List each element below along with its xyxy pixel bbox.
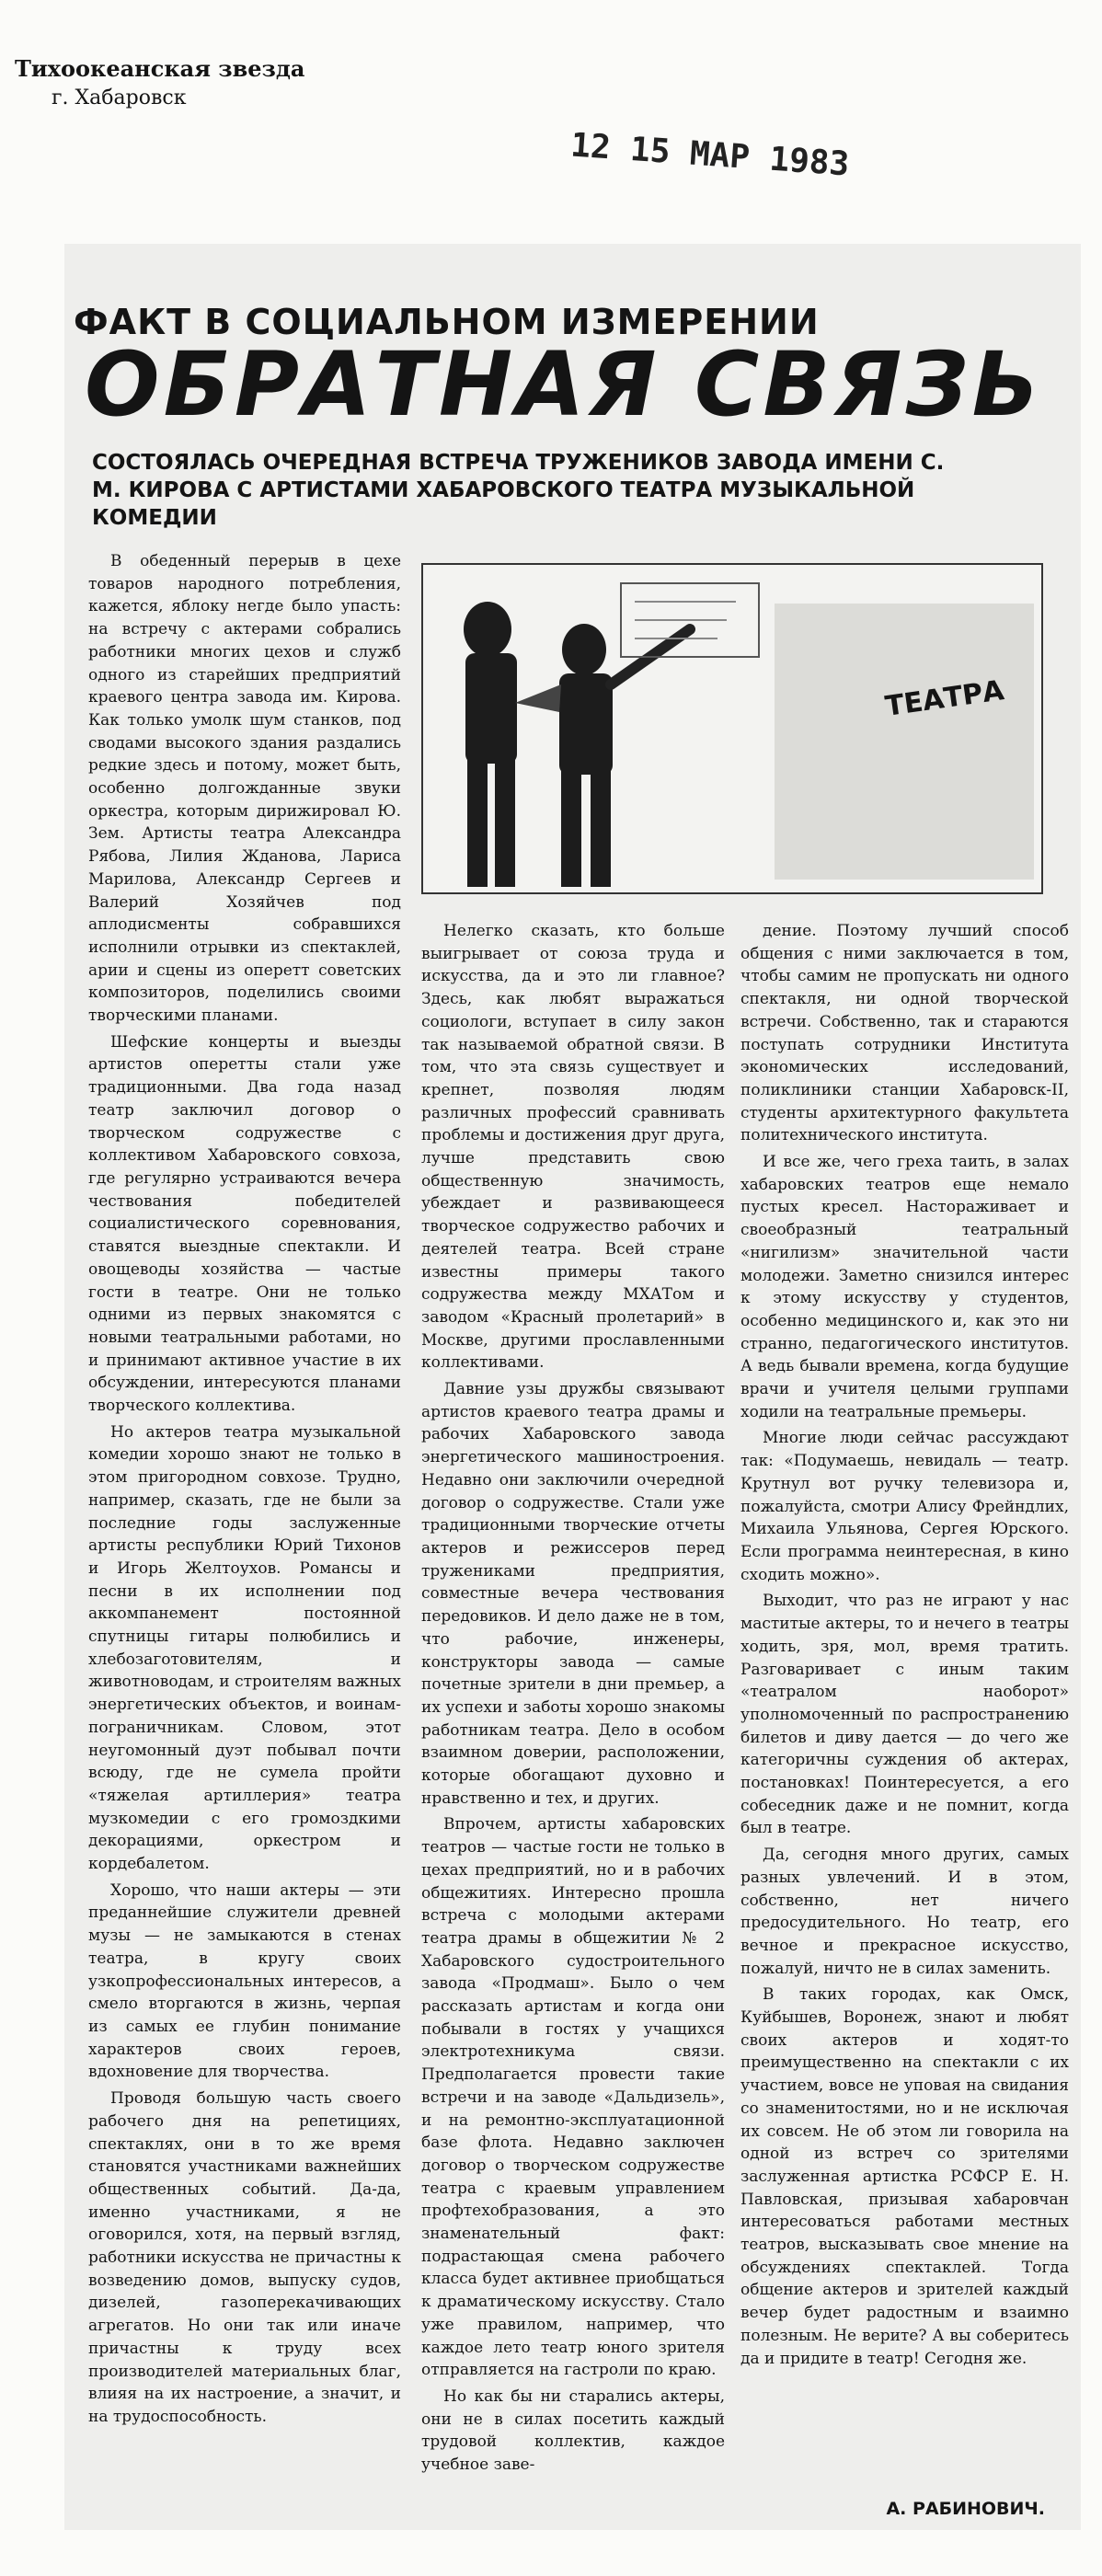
- paragraph: Хорошо, что наши актеры — эти преданнейшие служители древней музы — не замыкаются в стенах театра, в кругу своих узкопрофессиональных интересов, а смело вторгаются в жизнь, черпая из самых ее глубин понимание характеров своих героев, вдохновение для творчества.: [88, 1880, 401, 2082]
- paragraph: Выходит, что раз не играют у нас маститые актеры, то и нечего в театры ходить, зря, мол, время тратить. Разговаривает с иным таким «театралом наоборот» уполномоченный по распространению билетов и диву дается — до чего же категоричны суждения об актерах, постановках! Поинтересуется, а его собеседник даже и не помнит, когда был в театре.: [740, 1592, 1069, 1838]
- paragraph: Шефские концерты и выезды артистов оперетты стали уже традиционными. Два года назад театр заключил договор о творческом содружестве с коллективом Хабаровского совхоза, где регулярно устраиваются вечера чествования победителей социалистического соревнования, ставятся выездные спектакли. И овощеводы хозяйства — частые гости в театре. Они не только одними из первых знакомятся с новыми театральными работами, но и принимают активное участие в их обсуждении, интересуются планами творческого коллектива.: [88, 1032, 401, 1416]
- article-rubric: ФАКТ В СОЦИАЛЬНОМ ИЗМЕРЕНИИ: [74, 302, 820, 342]
- author-signature: А. РАБИНОВИЧ.: [886, 2499, 1045, 2519]
- article-column-1: [88, 550, 401, 2519]
- paragraph: В таких городах, как Омск, Куйбышев, Воронеж, знают и любят своих актеров и ходят-то преимущественно на спектакли с их участием, вовсе не уповая на свидания со знаменитостями, но и не исключая их совсем. Не об этом ли говорила на одной из встреч со зрителями заслуженная артистка РСФСР Е. Н. Павловская, призывая хабаровчан интересоваться работами местных театров, высказывать свое мнение на обсуждениях спектаклей. Тогда общение актеров и зрителей каждый вечер будет радостным и взаимно полезным. Не верите? А вы соберитесь да и придите в театр! Сегодня же.: [740, 1985, 1069, 2368]
- paragraph: Многие люди сейчас рассуждают так: «Подумаешь, невидаль — театр. Крутнул вот ручку телевизора и, пожалуйста, смотри Алису Фрейндлих, Михаила Ульянова, Сергея Юрского. Если программа неинтересная, в кино сходить можно».: [740, 1429, 1069, 1584]
- date-stamp: 12 15 МАР 1983: [568, 126, 851, 184]
- newspaper-name: Тихоокеанская звезда: [15, 55, 305, 82]
- paragraph: дение. Поэтому лучший способ общения с ними заключается в том, чтобы самим не пропускать ни одного спектакля, ни одной творческой встречи. Собственно, так и стараются поступать сотрудники Института экономических исследований, поликлиники станции Хабаровск-II, студенты архитектурного факультета политехнического института.: [740, 922, 1069, 1145]
- theatre-poster: [775, 604, 1034, 880]
- paragraph: Нелегко сказать, кто больше выигрывает от союза труда и искусства, да и это ли главное? Здесь, как любят выражаться социологи, вступает в силу закон так называемой обратной связи. В том, что эта связь существует и крепнет, позволяя людям различных профессий сравнивать проблемы и достижения друг друга, лучше представить свою общественную значимость, убеждает и развивающееся творческое содружество рабочих и деятелей театра. Всей стране известны примеры такого содружества между МХАТом и заводом «Красный пролетарий» в Москве, другими прославленными коллективами.: [421, 922, 725, 1373]
- article-headline: ОБРАТНАЯ СВЯЗЬ: [85, 333, 1043, 436]
- paragraph: Впрочем, артисты хабаровских театров — частые гости не только в цехах предприятий, но и в рабочих общежитиях. Интересно прошла встреча с молодыми актерами театра драмы в общежитии № 2 Хабаровского судостроительного завода «Продмаш». Было о чем рассказать артистам и когда они побывали в гостях у учащихся электротехникума связи. Предполагается провести такие встречи и на заводе «Дальдизель», и на ремонтно-эксплуатационной базе флота. Недавно заключен договор о творческом содружестве театра с краевым управлением профтехобразования, а это знаменательный факт: подрастающая смена рабочего класса будет активнее приобщаться к драматическому искусству. Стало уже правилом, например, что каждое лето театр юного зрителя отправляется на гастроли по краю.: [421, 1815, 725, 2380]
- paragraph: Да, сегодня много других, самых разных увлечений. И в этом, собственно, нет ничего предосудительного. Но театр, его вечное и прекрасное искусство, пожалуй, ничто не в силах заменить.: [740, 1846, 1069, 1978]
- paragraph: И все же, чего греха таить, в залах хабаровских театров еще немало пустых кресел. Настораживает и своеобразный театральный «нигилизм» значительной части молодежи. Заметно снизился интерес к этому искусству у студентов, особенно медицинского и, как это ни странно, педагогического институтов. А ведь бывали времена, когда будущие врачи и учителя целыми группами ходили на театральные премьеры.: [740, 1153, 1069, 1421]
- article-column-2: [421, 920, 725, 2519]
- paragraph: Но актеров театра музыкальной комедии хорошо знают не только в этом пригородном совхозе. Трудно, например, сказать, где не были за последние годы заслуженные артисты республики Юрий Тихонов и Игорь Желтоухов. Романсы и песни в их исполнении под аккомпанемент постоянной спутницы гитары полюбились и хлебозаготовителям, и животноводам, и строителям важных энергетических объектов, и воинам-пограничникам. Словом, этот неугомонный дуэт побывал почти всюду, где не сумела пройти «тяжелая артиллерия» театра музкомедии с его громоздкими декорациями, оркестром и кордебалетом.: [88, 1422, 401, 1874]
- newspaper-city: г. Хабаровск: [52, 86, 187, 109]
- article-lead: СОСТОЯЛАСЬ ОЧЕРЕДНАЯ ВСТРЕЧА ТРУЖЕНИКОВ ЗАВОДА ИМЕНИ С. М. КИРОВА С АРТИСТАМИ ХАБАРОВСКОГО ТЕАТРА МУЗЫКАЛЬНОЙ КОМЕДИИ: [92, 451, 945, 530]
- paragraph: Но как бы ни старались актеры, они не в силах посетить каждый трудовой коллектив, каждое учебное заве-: [421, 2387, 725, 2475]
- paragraph: Проводя большую часть своего рабочего дня на репетициях, спектаклях, они в то же время становятся участниками важнейших общественных событий. Да-да, именно участниками, я не оговорился, хотя, на первый взгляд, работники искусства не причастны к возведению домов, выпуску судов, дизелей, газоперекачивающих агрегатов. Но они так или иначе причастны к труду всех производителей материальных благ, влияя на их настроение, а значит, и на трудоспособность.: [88, 2089, 401, 2426]
- paragraph: Давние узы дружбы связывают артистов краевого театра драмы и рабочих Хабаровского завода энергетического машиностроения. Недавно они заключили очередной договор о содружестве. Стали уже традиционными творческие отчеты актеров и режиссеров перед тружениками предприятия, совместные вечера чествования передовиков. И дело даже не в том, что рабочие, инженеры, конструкторы завода — самые почетные зрители в дни премьер, а их успехи и заботы хорошо знакомы работникам театра. Дело в особом взаимном доверии, расположении, которые обогащают духовно и нравственно и тех, и других.: [421, 1380, 725, 1808]
- article-column-3: [740, 920, 1069, 2519]
- article-illustration: [421, 563, 1043, 894]
- paragraph: В обеденный перерыв в цехе товаров народного потребления, кажется, яблоку негде было упасть: на встречу с актерами собрались работники многих цехов и служб одного из старейших предприятий краевого центра завода им. Кирова. Как только умолк шум станков, под сводами высокого здания раздались редкие здесь и потому, может быть, особенно долгожданные звуки оркестра, которым дирижировал Ю. Зем. Артисты театра Александра Рябова, Лилия Жданова, Лариса Марилова, Александр Сергеев и Валерий Хозяйчев под аплодисменты собравшихся исполнили отрывки из спектаклей, арии и сцены из оперетт советских композиторов, поделились своими творческими планами.: [88, 552, 401, 1026]
- poster-caption: ТЕАТРА: [883, 674, 1006, 723]
